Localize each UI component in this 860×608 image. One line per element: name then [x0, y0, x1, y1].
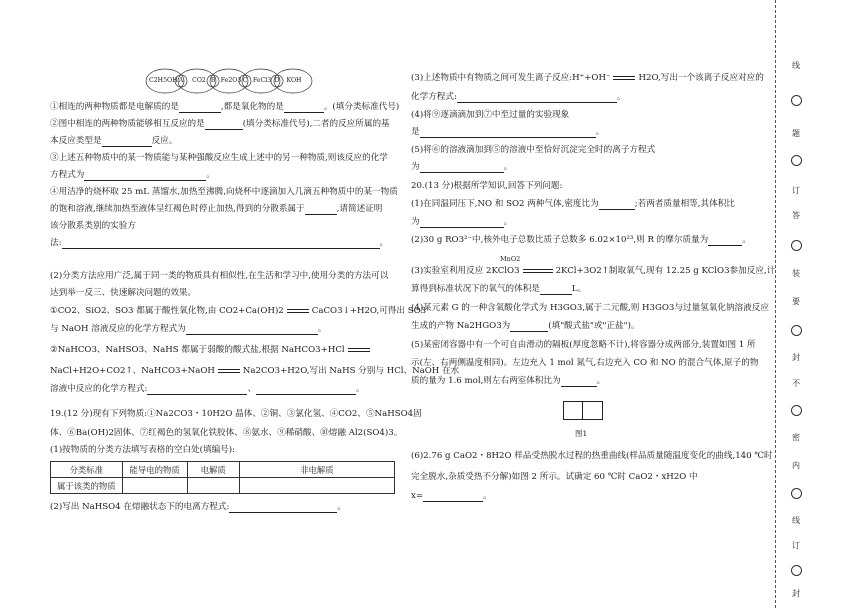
p2-line-3: ①CO2、SiO2、SO3 都属于酸性氧化物,由 CO2+Ca(OH)2 CaCO3↓+H2O,可得出 SO3: [50, 306, 427, 316]
equals-arrow: [348, 348, 370, 352]
r2-line: 化学方程式: 。: [411, 92, 626, 102]
binding-char: 封: [792, 589, 800, 598]
binding-margin: [788, 0, 804, 608]
a5-line: (5)某密闭容器中有一个可自由滑动的隔板(厚度忽略不计),将容器分成两部分,装置如图 1 所: [411, 340, 756, 350]
r6-line: 为 。: [411, 162, 513, 172]
p2-line-6: NaCl+H2O+CO2↑、NaHCO3+NaOH Na2CO3+H2O,写出 NaHS 分别与 HCl、NaOH 在水: [50, 366, 460, 376]
answer-blank[interactable]: [179, 103, 221, 113]
answer-blank[interactable]: [186, 325, 318, 335]
container-diagram: [563, 401, 603, 420]
binding-hole: [791, 240, 802, 251]
binding-hole: [791, 95, 802, 106]
q2-line-2: 本反应类型是 反应。: [50, 136, 178, 146]
answer-blank[interactable]: [561, 377, 597, 387]
table-header: 能导电的物质: [122, 462, 187, 478]
table-header-row: [51, 462, 395, 478]
a4-line: (4)某元素 G 的一种含氧酸化学式为 H3GO3,属于二元酸,则 H3GO3与过量氢氧化钠溶液反应: [411, 303, 769, 313]
p2-line-2: 达到举一反三、快速解决问题的效果。: [50, 288, 197, 298]
q3-line: ③上述五种物质中的某一物质能与某种强酸反应生成上述中的另一种物质,则该反应的化学: [50, 153, 388, 163]
answer-blank[interactable]: [256, 385, 356, 395]
answer-blank[interactable]: [205, 120, 243, 130]
q4-line-2: 的饱和溶液,继续加热至液体呈红褐色时停止加热,得到的分散系属于 ,请简述证明: [50, 204, 383, 214]
a6-line-3: x= 。: [411, 491, 492, 501]
answer-blank[interactable]: [599, 200, 635, 210]
binding-hole: [791, 155, 802, 166]
binding-char: 密: [792, 433, 800, 442]
q3-line-2: 方程式为 。: [50, 170, 215, 180]
answer-blank[interactable]: [420, 128, 596, 138]
r4-line: 是 。: [411, 127, 605, 137]
a3-line-2: 算得到标准状况下的氧气的体积是 L。: [411, 284, 587, 294]
table-header: 分类标准: [51, 462, 123, 478]
answer-blank[interactable]: [510, 322, 548, 332]
q2-line: ②图中相连的两种物质能够相互反应的是 (填分类标准代号),二者的反应所属的基: [50, 119, 390, 129]
binding-char: 线: [792, 516, 800, 525]
binding-char: 题: [792, 129, 800, 138]
chain-node-c2h5oh: C2H5OH: [149, 77, 178, 84]
answer-blank[interactable]: [62, 239, 380, 249]
answer-blank[interactable]: [540, 285, 572, 295]
q4-line-4: 法: 。: [50, 238, 389, 248]
binding-char: 线: [792, 61, 800, 70]
answer-blank[interactable]: [420, 163, 504, 173]
answer-blank[interactable]: [457, 93, 617, 103]
a5-line-3: 质的量为 1.6 mol,则左右两室体积比为 。: [411, 376, 606, 386]
equals-arrow: [613, 76, 635, 80]
a2-line: (2)30 g RO3²⁻中,核外电子总数比质子总数多 6.02×10²³,则 R 的摩尔质量为 。: [411, 235, 751, 245]
classification-table: [50, 461, 395, 494]
catalyst-label: MnO2: [500, 255, 521, 263]
answer-blank[interactable]: [420, 218, 504, 228]
a3-line: (3)实验室利用反应 2KClO3 2KCl+3O2↑制取氧气,现有 12.25 g KClO3参加反应,计: [411, 266, 776, 276]
table-row-label: 属于该类的物质: [51, 478, 123, 494]
answer-blank[interactable]: [305, 205, 337, 215]
answer-blank[interactable]: [147, 385, 247, 395]
answer-blank[interactable]: [229, 503, 337, 513]
binding-hole: [791, 565, 802, 576]
q4-line: ④用洁净的烧杯取 25 mL 蒸馏水,加热至沸腾,向烧杯中逐滴加入几滴五种物质中的某一物质: [50, 187, 398, 197]
answer-blank[interactable]: [708, 236, 742, 246]
r5-line: (5)将⑥的溶液滴加到⑤的溶液中至恰好沉淀完全时的离子方程式: [411, 145, 656, 155]
binding-char: 订: [792, 541, 800, 550]
table-row: [51, 478, 395, 494]
q20-title: 20.(13 分)根据所学知识,回答下列问题:: [411, 181, 563, 191]
chain-label-c: C: [242, 77, 248, 84]
r3-line: (4)将⑨逐滴滴加到⑦中至过量的实验现象: [411, 110, 570, 120]
binding-line: [775, 0, 776, 608]
p2-line-4: 与 NaOH 溶液反应的化学方程式为 。: [50, 324, 327, 334]
p2-line-5: ②NaHCO3、NaHSO3、NaHS 都属于弱酸的酸式盐,根据 NaHCO3+HCl: [50, 345, 373, 356]
chain-label-a: A: [178, 77, 184, 84]
a1-line: (1)在同温同压下,NO 和 SO2 两种气体,密度比为 ;若两者质量相等,其体积比: [411, 199, 735, 209]
q4-line-3: 该分散系类别的实验方: [50, 221, 136, 231]
figure-1-caption: 图1: [575, 429, 588, 438]
answer-blank[interactable]: [102, 137, 152, 147]
a1-line-2: 为 。: [411, 217, 513, 227]
chain-label-b: B: [210, 77, 216, 84]
binding-char: 答: [792, 211, 800, 220]
a5-line-2: 示(左、右两侧温度相同)。左边充入 1 mol 氮气,右边充入 CO 和 NO 的混合气体,原子的物: [411, 358, 759, 368]
equals-arrow: [523, 269, 553, 273]
answer-blank[interactable]: [284, 103, 324, 113]
a6-line: (6)2.76 g CaO2・8H2O 样品受热脱水过程的热重曲线(样品质量随温度变化的曲线,140 ℃时: [411, 451, 773, 461]
chain-node-fecl3: FeCl3: [252, 77, 272, 84]
a4-line-2: 生成的产物 Na2HGO3为 (填"酸式盐"或"正盐")。: [411, 321, 640, 331]
chain-label-d: D: [274, 77, 280, 84]
chain-node-koh: KOH: [286, 77, 302, 84]
answer-cell[interactable]: [239, 478, 394, 494]
binding-hole: [791, 405, 802, 416]
q19-2-line: (2)写出 NaHSO4 在熔融状态下的电离方程式: 。: [50, 502, 346, 512]
sliding-partition: [582, 402, 583, 419]
classification-chain-diagram: [145, 60, 320, 102]
binding-char: 封: [792, 353, 800, 362]
answer-cell[interactable]: [122, 478, 187, 494]
answer-cell[interactable]: [187, 478, 239, 494]
q19-line-2: 体、⑥Ba(OH)2固体、⑦红褐色的氢氧化铁胶体、⑧氨水、⑨稀硝酸、⑩熔融 Al2(SO4)3。: [50, 428, 403, 438]
chain-node-co2: CO2: [192, 77, 206, 84]
equals-arrow: [287, 309, 309, 313]
p2-line: (2)分类方法应用广泛,属于同一类的物质具有相似性,在生活和学习中,使用分类的方法可以: [50, 271, 389, 281]
answer-blank[interactable]: [423, 492, 483, 502]
table-header: 非电解质: [239, 462, 394, 478]
q19-line: 19.(12 分)现有下列物质:①Na2CO3・10H2O 晶体、②铜、③氯化氢、④CO2、⑤NaHSO4固: [50, 409, 422, 419]
binding-char: 装: [792, 269, 800, 278]
q19-line-3: (1)按物质的分类方法填写表格的空白处(填编号):: [50, 445, 236, 455]
binding-hole: [791, 488, 802, 499]
binding-char: 内: [792, 461, 800, 470]
binding-char: 不: [792, 379, 800, 388]
chain-node-fe2o3: Fe2O3: [220, 77, 242, 84]
equals-arrow: [218, 369, 240, 373]
r1-line: (3)上述物质中有物质之间可发生离子反应:H⁺+OH⁻ H2O,写出一个该离子反应对应的: [411, 73, 764, 83]
p2-line-7: 溶液中反应的化学方程式: 、 。: [50, 384, 365, 394]
a6-line-2: 完全脱水,杂质受热不分解)如图 2 所示。试确定 60 ℃时 CaO2・xH2O 中: [411, 472, 698, 482]
binding-hole: [791, 325, 802, 336]
answer-blank[interactable]: [84, 171, 206, 181]
binding-char: 订: [792, 186, 800, 195]
table-header: 电解质: [187, 462, 239, 478]
binding-char: 要: [792, 297, 800, 306]
q1-line: ①相连的两种物质都是电解质的是 ,都是氧化物的是 。(填分类标准代号): [50, 102, 400, 112]
